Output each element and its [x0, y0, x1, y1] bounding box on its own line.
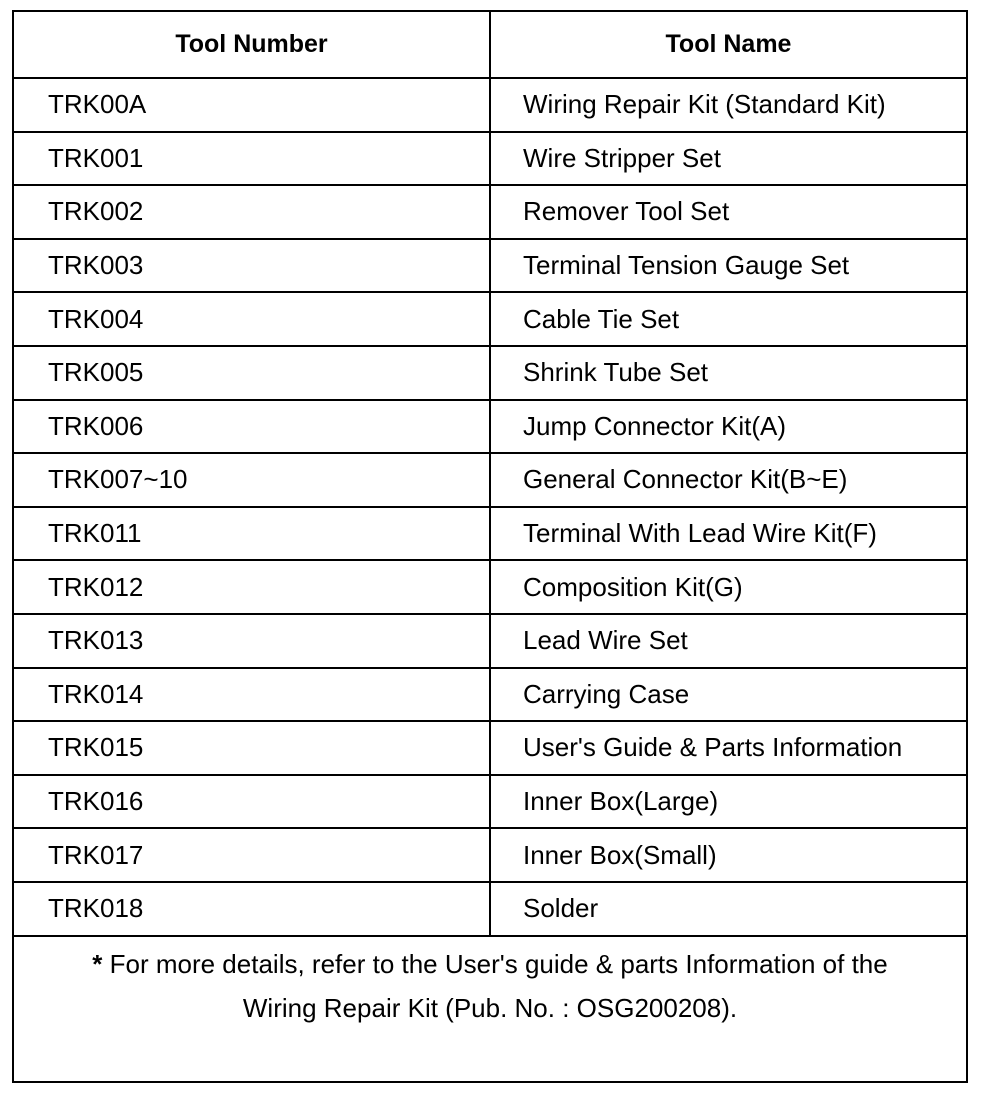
table-row	[14, 400, 966, 454]
table-row	[14, 78, 966, 132]
table-row	[14, 453, 966, 507]
tool-number-cell: TRK007~10	[14, 453, 490, 507]
tool-number-cell: TRK011	[14, 507, 490, 561]
table-row	[14, 721, 966, 775]
asterisk-marker: *	[92, 949, 103, 979]
tool-number-cell: TRK016	[14, 775, 490, 829]
tool-name-cell: Terminal With Lead Wire Kit(F)	[490, 507, 966, 561]
tool-name-cell: Jump Connector Kit(A)	[490, 400, 966, 454]
table-row	[14, 828, 966, 882]
tool-number-cell: TRK003	[14, 239, 490, 293]
tool-table	[14, 12, 966, 937]
footnote-line-2: Wiring Repair Kit (Pub. No. : OSG200208).	[242, 993, 738, 1023]
tool-table-frame	[12, 10, 968, 1083]
tool-name-cell: General Connector Kit(B~E)	[490, 453, 966, 507]
table-row	[14, 560, 966, 614]
tool-number-cell: TRK005	[14, 346, 490, 400]
tool-name-cell: Solder	[490, 882, 966, 936]
tool-name-cell: Cable Tie Set	[490, 292, 966, 346]
tool-number-cell: TRK002	[14, 185, 490, 239]
table-row	[14, 775, 966, 829]
table-row	[14, 668, 966, 722]
tool-number-cell: TRK017	[14, 828, 490, 882]
tool-number-cell: TRK012	[14, 560, 490, 614]
tool-name-cell: Carrying Case	[490, 668, 966, 722]
table-row	[14, 132, 966, 186]
tool-number-cell: TRK004	[14, 292, 490, 346]
tool-number-cell: TRK006	[14, 400, 490, 454]
tool-number-cell: TRK015	[14, 721, 490, 775]
table-row	[14, 185, 966, 239]
tool-number-cell: TRK013	[14, 614, 490, 668]
footnote	[14, 942, 966, 1030]
tool-name-cell: Inner Box(Small)	[490, 828, 966, 882]
tool-name-cell: Shrink Tube Set	[490, 346, 966, 400]
column-header-tool-name: Tool Name	[490, 12, 966, 78]
tool-name-cell: Terminal Tension Gauge Set	[490, 239, 966, 293]
tool-name-cell: Wiring Repair Kit (Standard Kit)	[490, 78, 966, 132]
tool-name-cell: Remover Tool Set	[490, 185, 966, 239]
table-header-row	[14, 12, 966, 78]
footnote-line-1	[14, 942, 966, 986]
tool-number-cell: TRK014	[14, 668, 490, 722]
footnote-text-1: For more details, refer to the User's guide & parts Information of the	[109, 949, 888, 979]
column-header-tool-number: Tool Number	[14, 12, 490, 78]
tool-number-cell: TRK001	[14, 132, 490, 186]
table-row	[14, 614, 966, 668]
table-row	[14, 507, 966, 561]
table-row	[14, 239, 966, 293]
table-row	[14, 292, 966, 346]
tool-name-cell: Composition Kit(G)	[490, 560, 966, 614]
tool-name-cell: Wire Stripper Set	[490, 132, 966, 186]
tool-name-cell: Lead Wire Set	[490, 614, 966, 668]
table-row	[14, 346, 966, 400]
tool-number-cell: TRK018	[14, 882, 490, 936]
tool-name-cell: User's Guide & Parts Information	[490, 721, 966, 775]
tool-name-cell: Inner Box(Large)	[490, 775, 966, 829]
tool-table-body	[14, 78, 966, 936]
table-row	[14, 882, 966, 936]
tool-number-cell: TRK00A	[14, 78, 490, 132]
